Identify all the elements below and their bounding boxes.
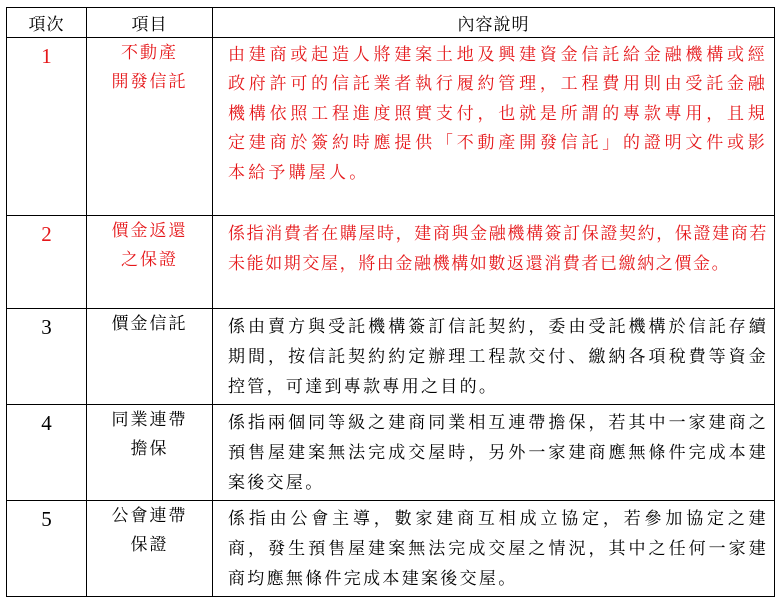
row-item-line: 公會連帶 [111,506,188,526]
row-number: 4 [7,405,87,501]
table-row [7,216,775,309]
table-row [7,38,775,216]
table-row [7,405,775,501]
table-row [7,501,775,597]
table-row [7,309,775,405]
row-item-line: 擔保 [130,439,169,459]
row-item [87,405,213,501]
row-number: 2 [7,216,87,309]
header-item: 項目 [87,8,213,38]
guarantee-mechanisms-table [6,7,775,597]
row-item-line: 價金返還 [111,221,188,241]
table-header-row [7,8,775,38]
row-description: 係指由公會主導，數家建商互相成立協定，若參加協定之建商，發生預售屋建案無法完成交屋之情況，其中之任何一家建商均應無條件完成本建案後交屋。 [213,501,775,597]
row-item-line: 之保證 [121,250,178,270]
row-number: 3 [7,309,87,405]
row-item-line: 同業連帶 [111,410,188,430]
row-number: 1 [7,38,87,216]
row-description: 係由賣方與受託機構簽訂信託契約，委由受託機構於信託存續期間，按信託契約約定辦理工程款交付、繳納各項稅費等資金控管，可達到專款專用之目的。 [213,309,775,405]
row-item [87,216,213,309]
header-description: 內容說明 [213,8,775,38]
row-item [87,309,213,405]
row-item-line: 價金信託 [111,314,188,334]
row-item [87,501,213,597]
row-description: 係指消費者在購屋時，建商與金融機構簽訂保證契約，保證建商若未能如期交屋，將由金融機構如數返還消費者已繳納之價金。 [213,216,775,309]
row-description: 由建商或起造人將建案土地及興建資金信託給金融機構或經政府許可的信託業者執行履約管理，工程費用則由受託金融機構依照工程進度照實支付，也就是所謂的專款專用，且規定建商於簽約時應提供「不動產開發信託」的證明文件或影本給予購屋人。 [213,38,775,216]
row-item-line: 開發信託 [111,72,188,92]
row-number: 5 [7,501,87,597]
row-item-line: 保證 [130,535,169,555]
row-item [87,38,213,216]
header-number: 項次 [7,8,87,38]
row-description: 係指兩個同等級之建商同業相互連帶擔保，若其中一家建商之預售屋建案無法完成交屋時，另外一家建商應無條件完成本建案後交屋。 [213,405,775,501]
row-item-line: 不動產 [121,43,178,63]
